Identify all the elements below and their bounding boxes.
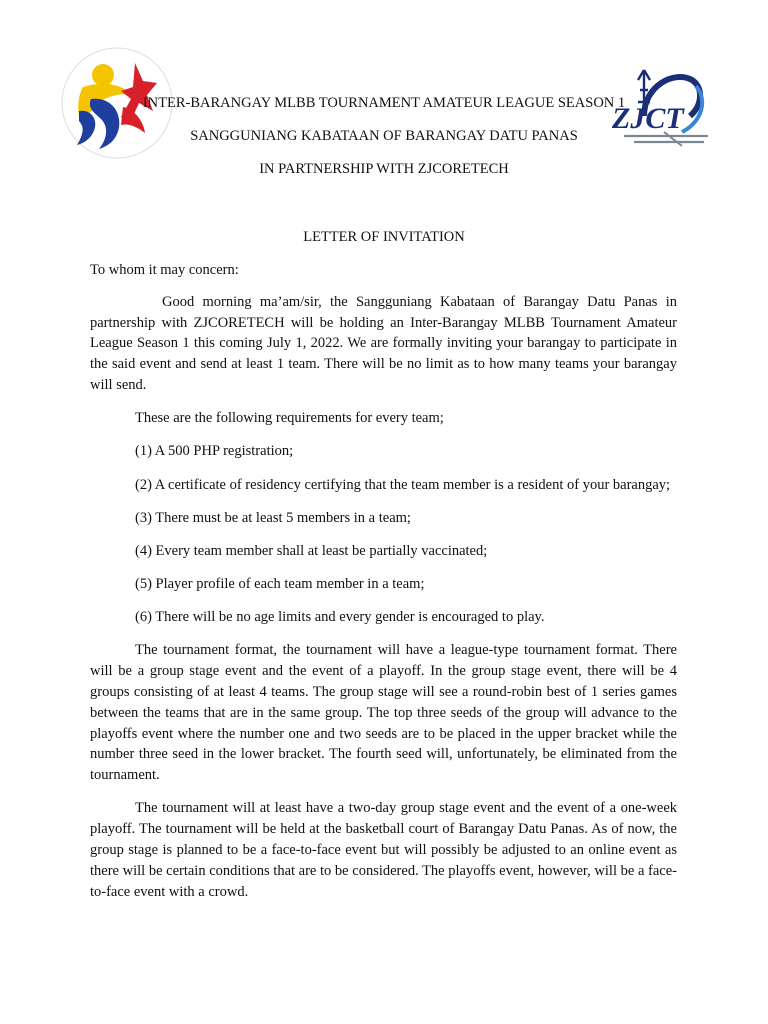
- letter-title: LETTER OF INVITATION: [303, 229, 465, 245]
- requirement-item: (4) Every team member shall at least be partially vaccinated;: [135, 542, 488, 559]
- format-paragraph: The tournament format, the tournament will have a league-type tournament format. There will be a group stage event and the event of a playoff. In the group stage event, there will be 4 groups consisting of at least 4 teams. The group stage will see a round-robin best of 1 series games between the teams that are in the same group. The top three seeds of the group will advance to the playoffs event where the number one and two seeds are to be placed in the upper bracket while the number three seed in the lower bracket. The fourth seed will, unfortunately, be eliminated from the tournament.: [90, 642, 677, 784]
- schedule-paragraph: The tournament will at least have a two-day group stage event and the event of a one-week playoff. The tournament will be held at the basketball court of Barangay Datu Panas. As of now, the group stage is planned to be a face-to-face event but will possibly be adjusted to an online event as there will be certain conditions that are to be considered. The playoffs event, however, will be a face-to-face event with a crowd.: [90, 800, 677, 900]
- letter-body: [90, 260, 677, 915]
- requirement-item: (3) There must be at least 5 members in a team;: [135, 509, 411, 526]
- header-line-1: INTER-BARANGAY MLBB TOURNAMENT AMATEUR LEAGUE SEASON 1: [142, 95, 626, 111]
- intro-paragraph: Good morning ma’am/sir, the Sangguniang Kabataan of Barangay Datu Panas in partnership with ZJCORETECH will be holding an Inter-Barangay MLBB Tournament Amateur League Season 1 this coming July 1, 2022. We are formally inviting your barangay to participate in the said event and send at least 1 team. There will be no limit as to how many teams your barangay will send.: [90, 293, 677, 393]
- requirements-intro: These are the following requirements for every team;: [135, 410, 444, 427]
- requirement-item: (2) A certificate of residency certifying that the team member is a resident of your barangay;: [135, 476, 671, 493]
- greeting: To whom it may concern:: [90, 262, 239, 278]
- requirement-item: (6) There will be no age limits and every gender is encouraged to play.: [135, 609, 545, 626]
- header-line-3: IN PARTNERSHIP WITH ZJCORETECH: [259, 161, 509, 177]
- requirement-item: (1) A 500 PHP registration;: [135, 443, 294, 460]
- svg-text:ZJCT: ZJCT: [612, 102, 684, 135]
- requirement-item: (5) Player profile of each team member in a team;: [135, 576, 425, 593]
- header-line-2: SANGGUNIANG KABATAAN OF BARANGAY DATU PANAS: [190, 128, 578, 144]
